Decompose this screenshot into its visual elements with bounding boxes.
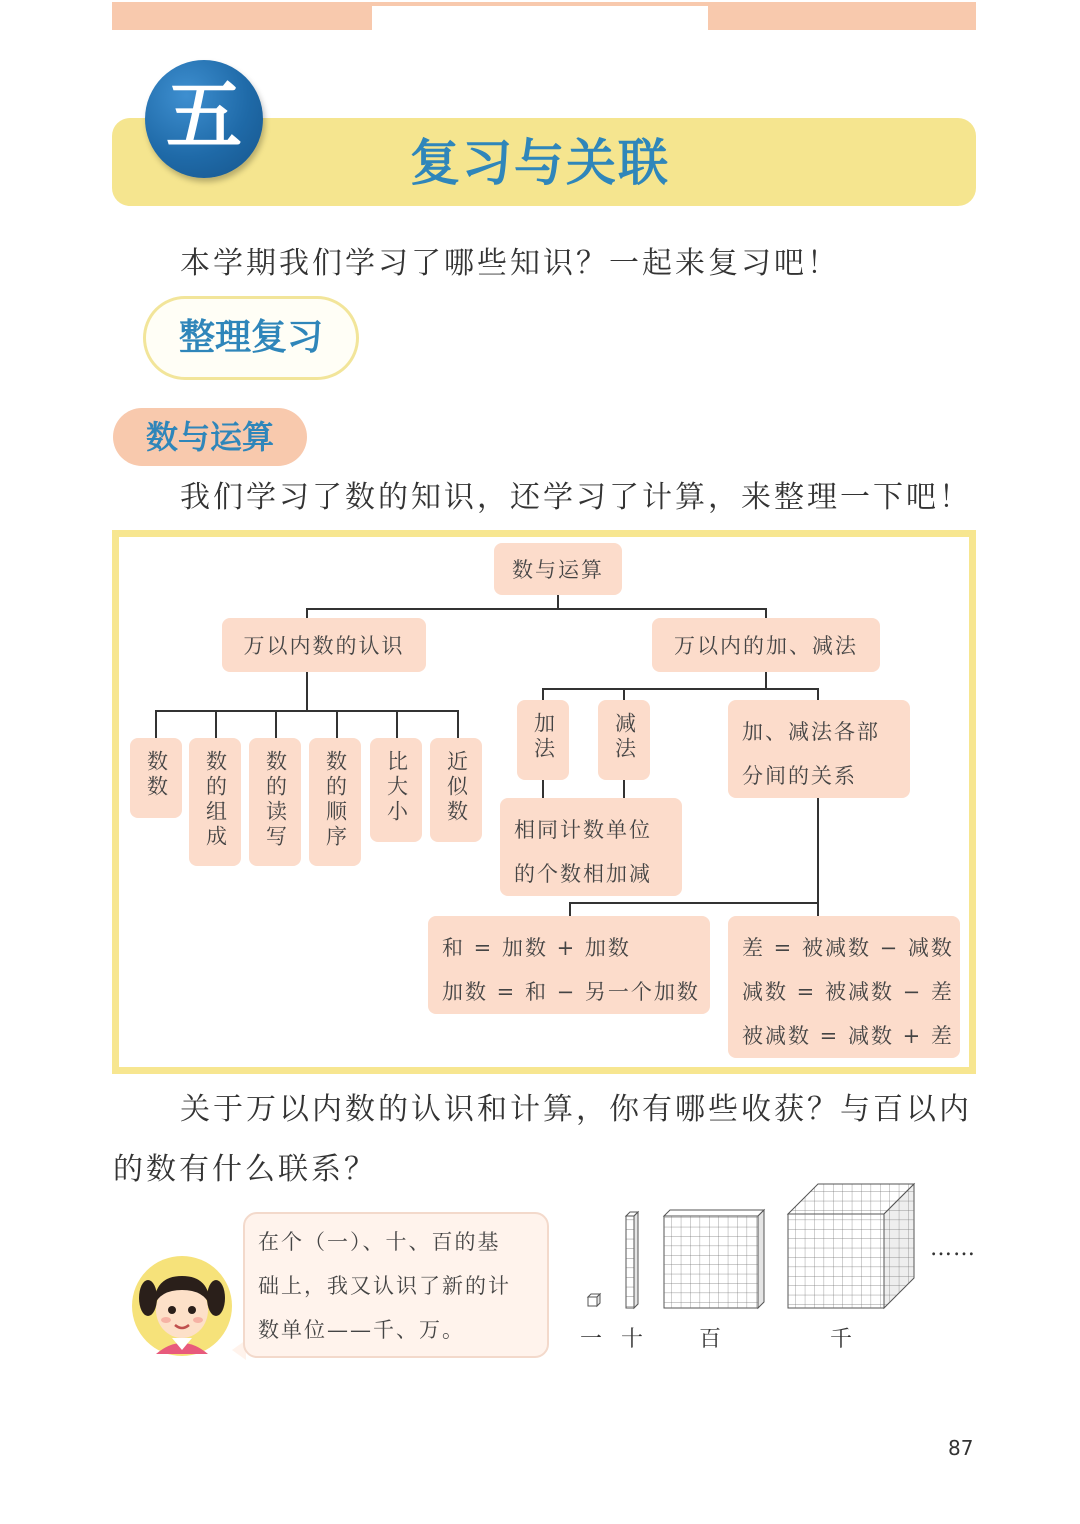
diagram-connector [569,902,819,904]
diagram-connector [765,670,767,688]
diagram-relation-node [728,700,910,798]
diagram-connector [155,710,459,712]
diagram-connector [306,608,766,610]
diagram-leaf-node: 数数 [130,738,182,818]
diagram-leaf-node: 数的组成 [189,738,241,866]
section-intro-text: 我们学习了数的知识，还学习了计算，来整理一下吧！ [180,480,972,515]
intro-text: 本学期我们学习了哪些知识？一起来复习吧！ [180,246,840,281]
top-decor-bar-gap [372,6,708,30]
diagram-leaf-node: 比大小 [370,738,422,842]
diagram-leaf-node: 近似数 [430,738,482,842]
formula-line: 和 = 加数 + 加数 [442,936,631,960]
diagram-connector [306,670,308,710]
diagram-connector [557,594,559,608]
formula-line: 加数 = 和 − 另一个加数 [442,980,700,1004]
diagram-connector [542,778,544,800]
hundred-flat-icon [662,1208,766,1310]
diagram-connector [396,710,398,740]
speech-line: 础上，我又认识了新的计 [258,1274,511,1298]
diagram-root-node: 数与运算 [494,543,622,595]
diagram-left-branch-node: 万以内数的认识 [222,618,426,672]
diagram-connector [623,778,625,800]
speech-line: 在个（一）、十、百的基 [258,1230,501,1254]
unit-label-ten: 十 [621,1327,644,1352]
diagram-leaf-node: 数的读写 [249,738,301,866]
diagram-leaf-node: 数的顺序 [309,738,361,866]
unit-label-hundred: 百 [699,1327,722,1352]
diagram-connector [215,710,217,740]
formula-line: 被减数 = 减数 + 差 [742,1024,954,1048]
girl-avatar [128,1254,236,1358]
chapter-number: 五 [166,71,242,160]
chapter-title: 复习与关联 [410,134,670,192]
review-badge-label: 整理复习 [178,317,323,358]
unit-cube-icon [586,1292,602,1308]
diagram-right-branch-node: 万以内的加、减法 [652,618,880,672]
diagram-subtraction-formula-node [728,916,960,1058]
diagram-connector [155,710,157,740]
thousand-cube-icon [786,1182,916,1310]
diagram-addition-formula-node [428,916,710,1014]
formula-line: 差 = 被减数 − 减数 [742,936,954,960]
page-number: 87 [948,1436,974,1460]
section-tag-label: 数与运算 [145,418,274,456]
diagram-connector [336,710,338,740]
diagram-addition-node: 加法 [517,700,569,780]
speech-text [258,1220,548,1352]
diagram-subtraction-node: 减法 [598,700,650,780]
diagram-connector [542,688,818,690]
ten-rod-icon [624,1210,640,1310]
node-text-line: 加、减法各部 [742,720,880,744]
diagram-connector [457,710,459,740]
diagram-connector [275,710,277,740]
diagram-connector [817,796,819,902]
node-text-line: 的个数相加减 [514,862,652,886]
formula-line: 减数 = 被减数 − 差 [742,980,954,1004]
diagram-same-unit-node [500,798,682,896]
question-text-line1: 关于万以内数的认识和计算，你有哪些收获？与百以内 [180,1092,972,1127]
unit-label-one: 一 [580,1327,603,1352]
node-text-line: 相同计数单位 [514,818,652,842]
node-text-line: 分间的关系 [742,764,857,788]
question-text-line2: 的数有什么联系？ [113,1152,377,1187]
unit-label-thousand: 千 [830,1327,853,1352]
more-units-ellipsis: …… [930,1236,976,1261]
speech-line: 数单位——千、万。 [258,1318,465,1342]
